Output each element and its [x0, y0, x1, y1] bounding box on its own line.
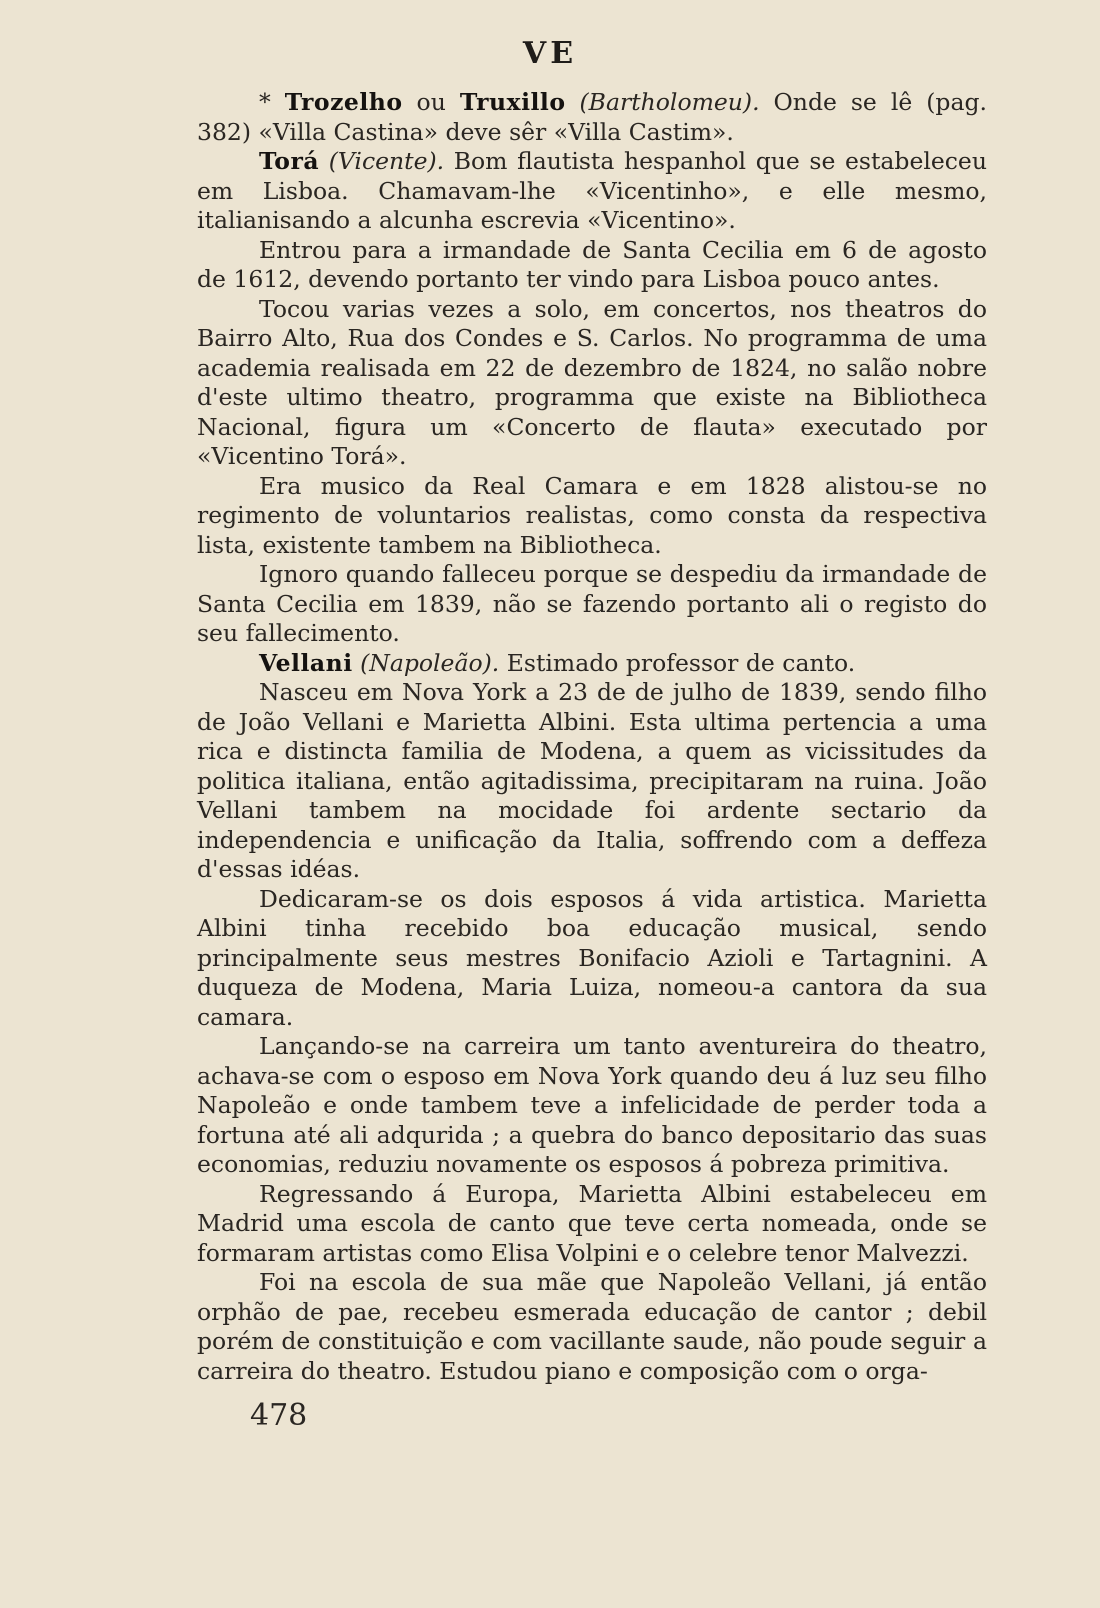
- paragraph: Nasceu em Nova York a 23 de de julho de 1839, sendo filho de João Vellani e Marietta Albini. Esta ultima pertencia a uma rica e distincta familia de Modena, a quem as vicissitudes da politica italiana, então agitadissima, precipitaram na ruina. João Vellani tambem na mocidade foi ardente sectario da independencia e unificação da Italia, soffrendo com a deffeza d'essas idéas.: [197, 678, 987, 883]
- body-text: [197, 88, 987, 1386]
- entry-text: Bom flautista hespanhol que se estabeleceu em Lisboa. Chamavam-lhe «Vicentinho», e elle mesmo, italianisando a alcunha escrevia «Vicentino».: [197, 147, 987, 234]
- entry-text: Onde se lê (pag. 382) «Villa Castina» deve sêr «Villa Castim».: [197, 88, 987, 146]
- entry-head: Torá: [259, 147, 320, 175]
- paragraph: Foi na escola de sua mãe que Napoleão Vellani, já então orphão de pae, recebeu esmerada educação de cantor ; debil porém de constituição e com vacillante saude, não poude seguir a carreira do theatro. Estudou piano e composição com o orga-: [197, 1268, 987, 1385]
- asterisk: *: [259, 88, 285, 116]
- paragraph: Dedicaram-se os dois esposos á vida artistica. Marietta Albini tinha recebido boa educação musical, sendo principalmente seus mestres Bonifacio Azioli e Tartagnini. A duqueza de Modena, Maria Luiza, nomeou-a cantora da sua camara.: [197, 884, 987, 1031]
- paragraph: Ignoro quando falleceu porque se despediu da irmandade de Santa Cecilia em 1839, não se fazendo portanto ali o registo do seu fallecimento.: [197, 560, 987, 647]
- entry-head: Trozelho: [284, 88, 403, 116]
- entry-head: Vellani: [259, 648, 353, 677]
- entry-vellani: [197, 649, 987, 679]
- paragraph: Era musico da Real Camara e em 1828 alistou-se no regimento de voluntarios realistas, como consta da respectiva lista, existente tambem na Bibliotheca.: [197, 471, 987, 559]
- entry-tora: [197, 147, 987, 236]
- paragraph: Regressando á Europa, Marietta Albini estabeleceu em Madrid uma escola de canto que teve certa nomeada, onde se formaram artistas como Elisa Volpini e o celebre tenor Malvezzi.: [197, 1179, 987, 1267]
- entry-head-alt: Truxillo: [459, 88, 566, 116]
- entry-text: Estimado professor de canto.: [499, 648, 856, 677]
- entry-forename: (Vicente).: [328, 147, 445, 175]
- running-header: VE: [522, 36, 578, 71]
- entry-forename: (Bartholomeu).: [579, 88, 760, 116]
- entry-conjunction: ou: [402, 88, 460, 116]
- page-number: 478: [250, 1398, 308, 1433]
- entry-forename: (Napoleão).: [360, 648, 500, 677]
- paragraph: Tocou varias vezes a solo, em concertos, nos theatros do Bairro Alto, Rua dos Condes e S. Carlos. No programma de uma academia realisada em 22 de dezembro de 1824, no salão nobre d'este ultimo theatro, programma que existe na Bibliotheca Nacional, figura um «Concerto de flauta» executado por «Vicentino Torá».: [197, 294, 987, 470]
- entry-trozelho: [197, 88, 987, 147]
- paragraph: Entrou para a irmandade de Santa Cecilia em 6 de agosto de 1612, devendo portanto ter vindo para Lisboa pouco antes.: [197, 235, 987, 293]
- paragraph: Lançando-se na carreira um tanto aventureira do theatro, achava-se com o esposo em Nova York quando deu á luz seu filho Napoleão e onde tambem teve a infelicidade de perder toda a fortuna até ali adqurida ; a quebra do banco depositario das suas economias, reduziu novamente os esposos á pobreza primitiva.: [197, 1032, 987, 1178]
